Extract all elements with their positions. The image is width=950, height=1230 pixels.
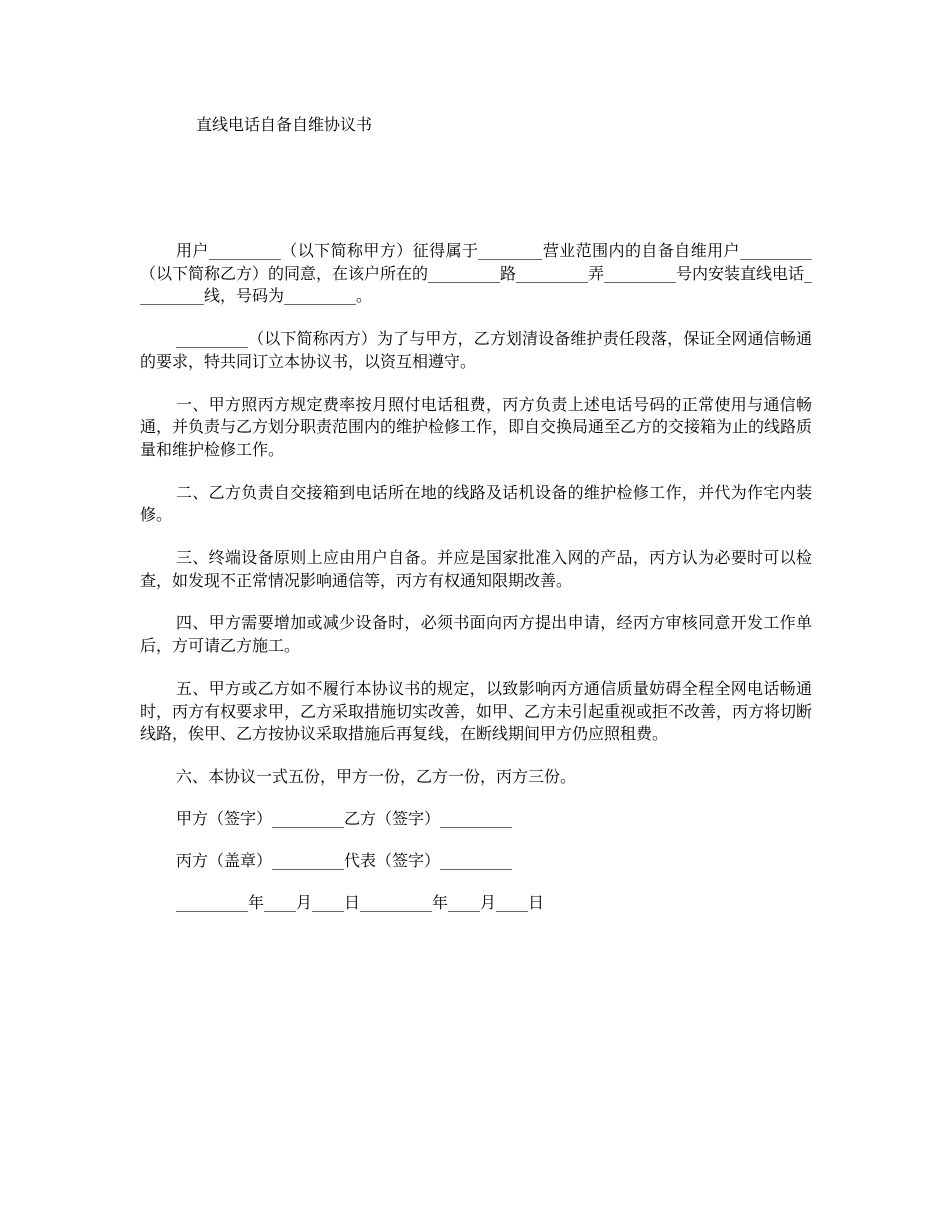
signature-line-party-c-representative: 丙方（盖章）_________代表（签字）_________ bbox=[176, 850, 513, 870]
document-body bbox=[140, 240, 812, 934]
clause-2: 二、乙方负责自交接箱到电话所在地的线路及话机设备的维护检修工作，并代为作宅内装修。 bbox=[140, 482, 812, 525]
paragraph-purpose: _________（以下简称丙方）为了与甲方，乙方划清设备维护责任段落，保证全网通信畅通的要求，特共同订立本协议书，以资互相遵守。 bbox=[140, 329, 812, 371]
document-title: 直线电话自备自维协议书 bbox=[196, 115, 373, 134]
clause-4: 四、甲方需要增加或减少设备时，必须书面向丙方提出申请，经丙方审核同意开发工作单后，方可请乙方施工。 bbox=[140, 613, 812, 656]
paragraph-parties: 用户_________（以下简称甲方）征得属于________营业范围内的自备自维用户_________（以下简称乙方）的同意，在该户所在的_________路_________弄_________号内安装直线电话_________线，号码为_________。 bbox=[140, 241, 813, 306]
clause-1: 一、甲方照丙方规定费率按月照付电话租费，丙方负责上述电话号码的正常使用与通信畅通，并负责与乙方划分职责范围内的维护检修工作，即自交换局通至乙方的交接箱为止的线路质量和维护检修工作。 bbox=[140, 394, 813, 459]
clause-5: 五、甲方或乙方如不履行本协议书的规定，以致影响丙方通信质量妨碍全程全网电话畅通时，丙方有权要求甲，乙方采取措施切实改善，如甲、乙方未引起重视或拒不改善，丙方将切断线路，俟甲、乙方按协议采取措施后再复线，在断线期间甲方仍应照租费。 bbox=[140, 678, 813, 744]
signature-line-party-a-b: 甲方（签字）_________乙方（签字）_________ bbox=[176, 808, 513, 828]
signature-line-dates: _________年____月____日_________年____月____日 bbox=[176, 892, 545, 912]
clause-3: 三、终端设备原则上应由用户自备。并应是国家批准入网的产品，丙方认为必要时可以检查，如发现不正常情况影响通信等，丙方有权通知限期改善。 bbox=[140, 548, 812, 590]
clause-6: 六、本协议一式五份，甲方一份，乙方一份，丙方三份。 bbox=[176, 766, 577, 786]
